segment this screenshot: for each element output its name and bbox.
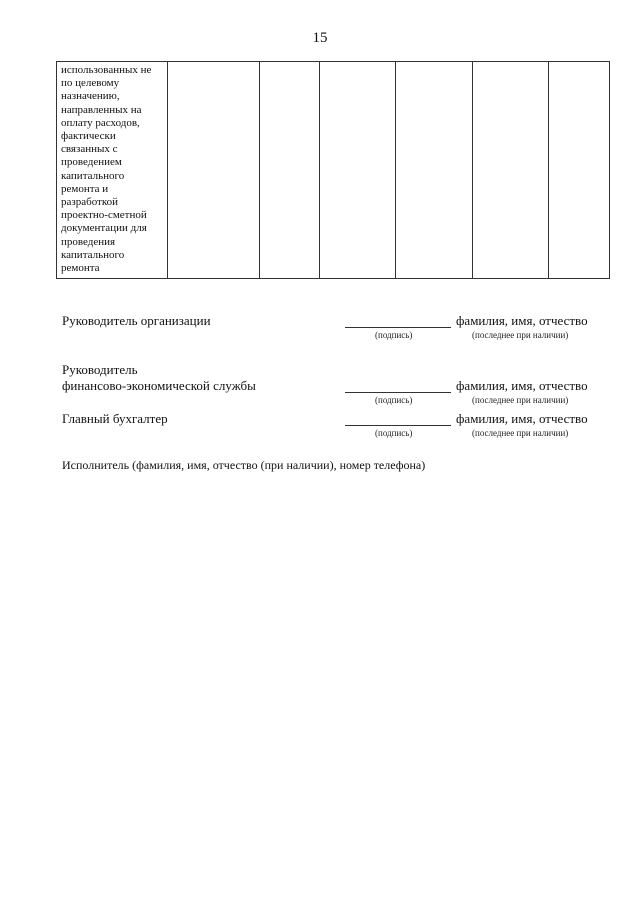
name-caption: (последнее при наличии) <box>472 330 569 340</box>
signature-line <box>345 392 451 393</box>
signature-caption: (подпись) <box>375 330 413 340</box>
executor-line: Исполнитель (фамилия, имя, отчество (при наличии), номер телефона) <box>62 458 426 472</box>
name-caption: (последнее при наличии) <box>472 428 569 438</box>
signature-caption: (подпись) <box>375 395 413 405</box>
table-cell <box>260 62 320 279</box>
table-cell <box>168 62 260 279</box>
page-number: 15 <box>312 30 328 46</box>
table-cell-description <box>57 62 168 279</box>
name-caption: (последнее при наличии) <box>472 395 569 405</box>
signature-name-label: фамилия, имя, отчество <box>456 411 588 426</box>
signature-title: Руководитель организации <box>62 313 211 328</box>
table-cell <box>473 62 549 279</box>
table-cell <box>396 62 473 279</box>
signature-line <box>345 425 451 426</box>
signature-title: Главный бухгалтер <box>62 411 168 426</box>
report-table <box>56 61 610 279</box>
signature-name-label: фамилия, имя, отчество <box>456 313 588 328</box>
signature-line <box>345 327 451 328</box>
signature-title: Руководитель финансово-экономической службы <box>62 362 256 393</box>
signature-caption: (подпись) <box>375 428 413 438</box>
table-row <box>57 62 610 279</box>
table-cell <box>549 62 610 279</box>
table-cell-text: использованных не по целевому назначению, направленных на оплату расходов, фактически связанных с проведением капитального ремонта и разработкой проектно-сметной документации для проведения капитального ремонта <box>61 64 152 275</box>
table-cell <box>320 62 396 279</box>
signature-name-label: фамилия, имя, отчество <box>456 378 588 393</box>
